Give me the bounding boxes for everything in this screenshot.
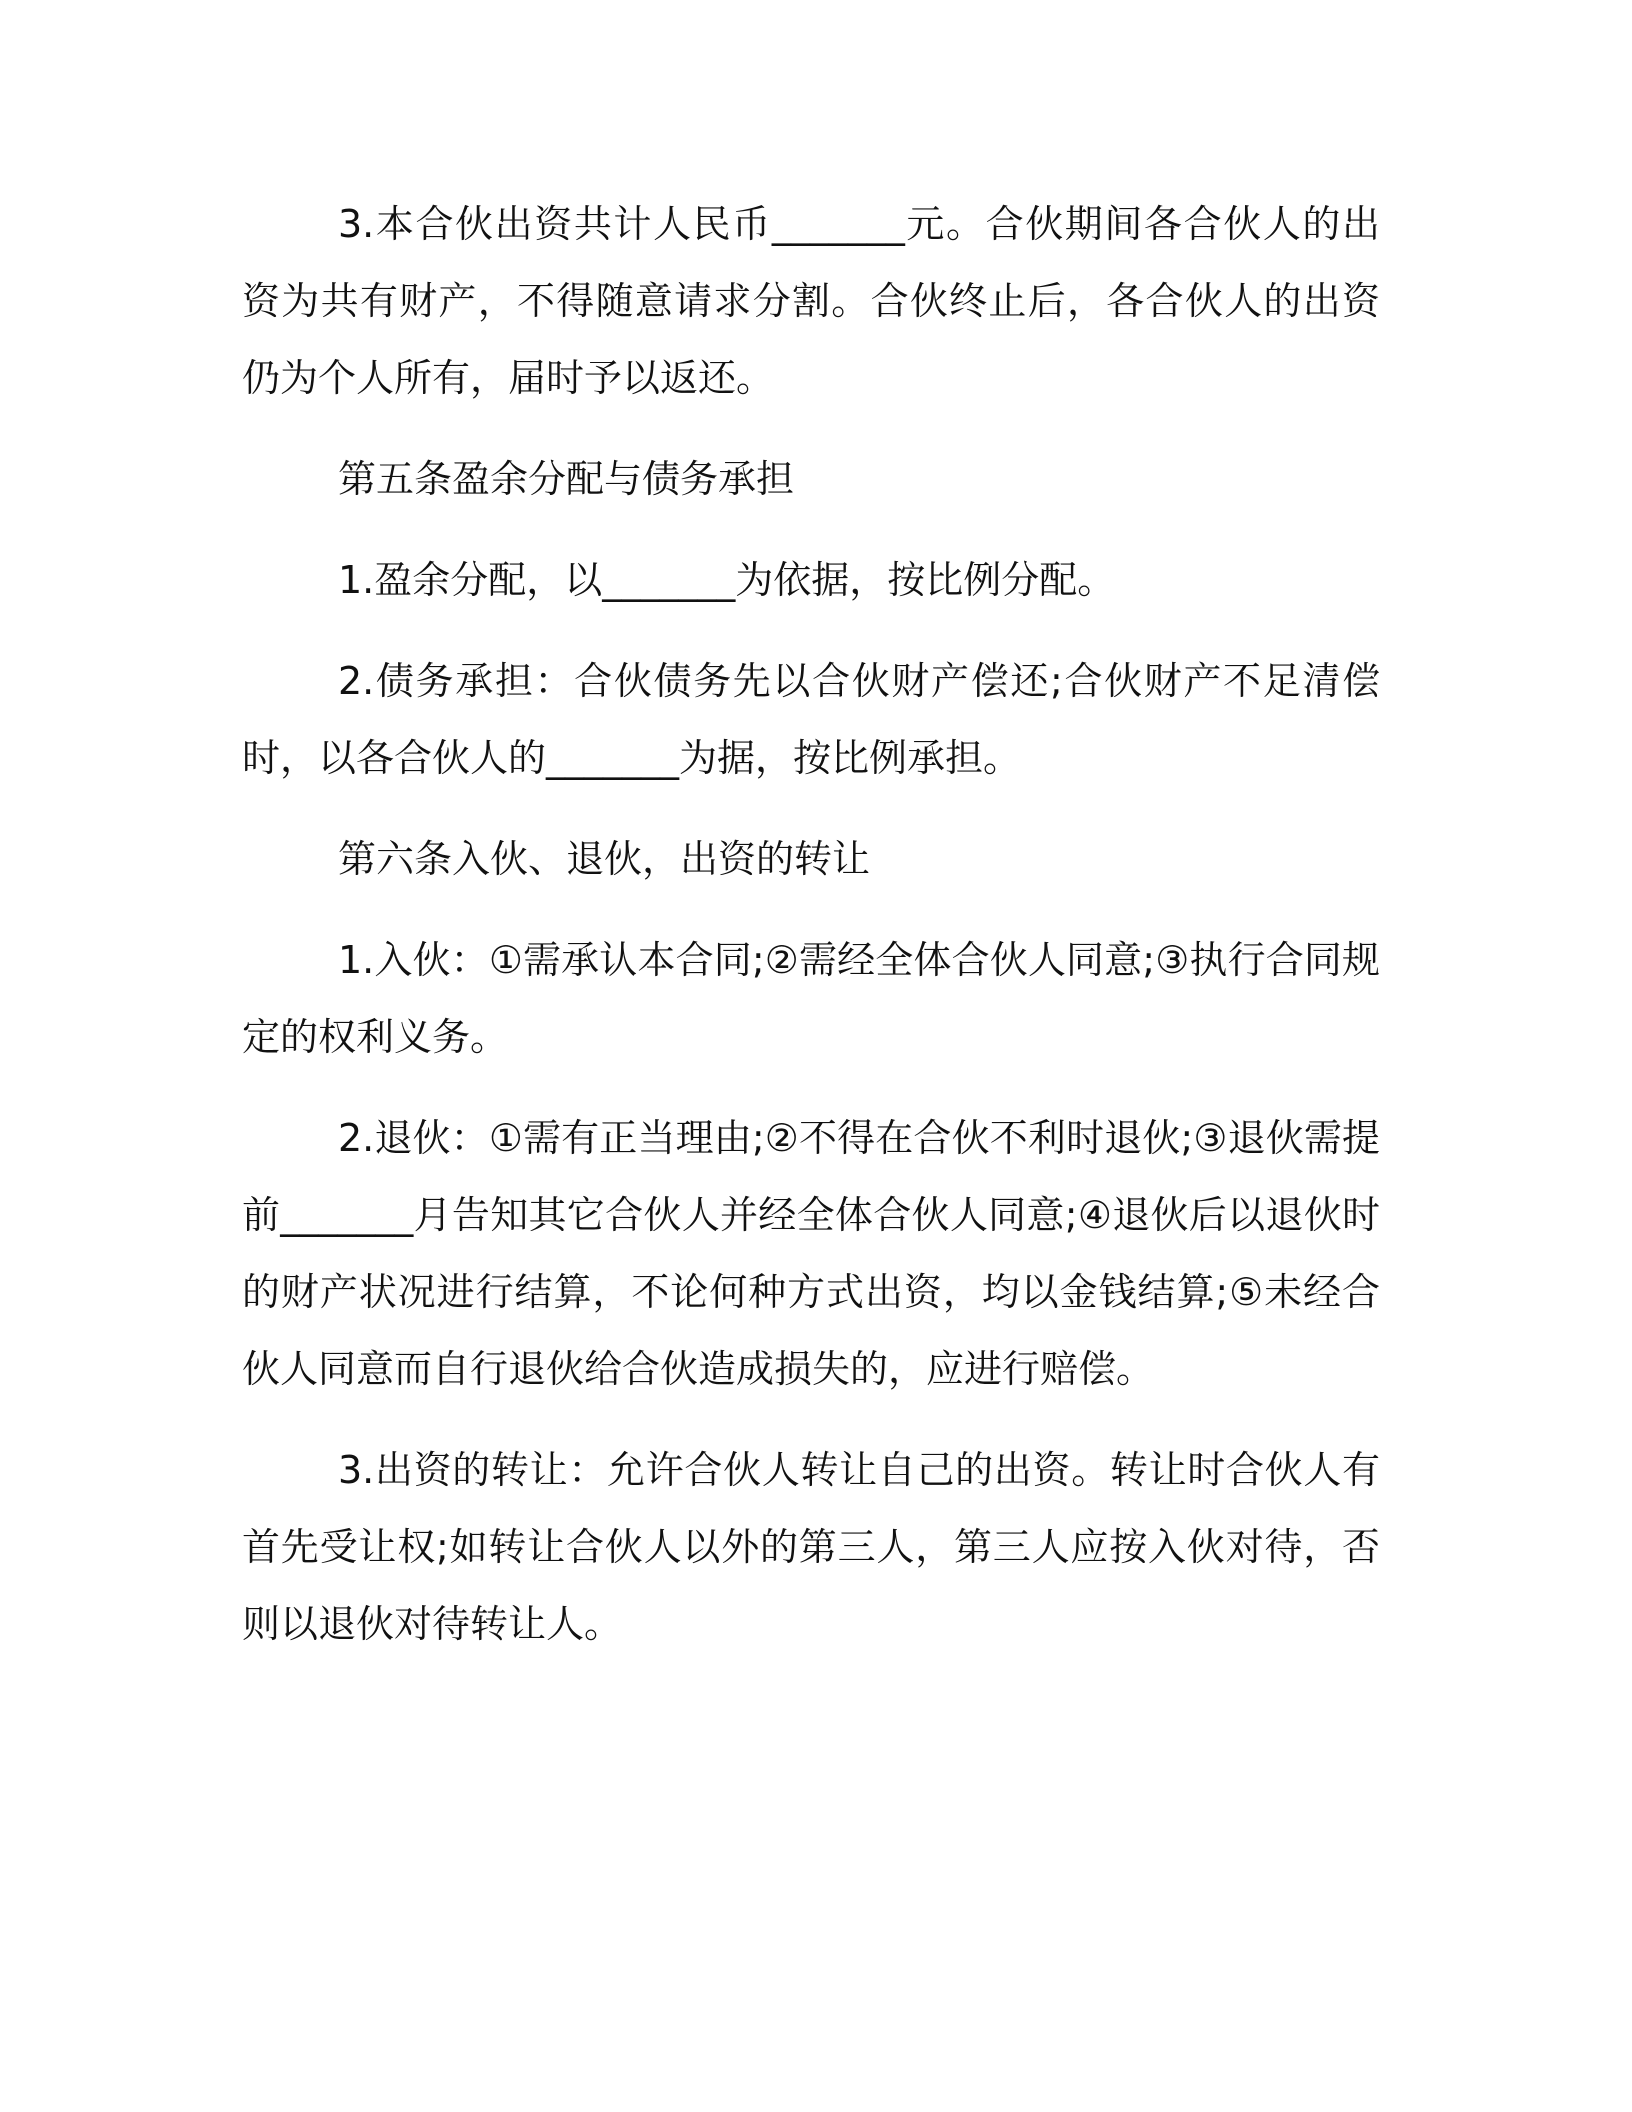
clause-6-item-1: 1.入伙：①需承认本合同;②需经全体合伙人同意;③执行合同规定的权利义务。 <box>242 938 1380 1059</box>
document-body <box>242 186 1380 1687</box>
clause-6-item-2: 2.退伙：①需有正当理由;②不得在合伙不利时退伙;③退伙需提前_______月告知其它合伙人并经全体合伙人同意;④退伙后以退伙时的财产状况进行结算，不论何种方式出资，均以金钱结算;⑤未经合伙人同意而自行退伙给合伙造成损失的，应进行赔偿。 <box>242 1116 1380 1391</box>
clause-6-item-3: 3.出资的转让：允许合伙人转让自己的出资。转让时合伙人有首先受让权;如转让合伙人以外的第三人，第三人应按入伙对待，否则以退伙对待转让人。 <box>242 1448 1380 1646</box>
clause-5-item-1: 1.盈余分配，以_______为依据，按比例分配。 <box>338 558 1116 602</box>
article-5-heading: 第五条盈余分配与债务承担 <box>338 457 795 501</box>
clause-4-item-3: 3.本合伙出资共计人民币_______元。合伙期间各合伙人的出资为共有财产，不得随意请求分割。合伙终止后，各合伙人的出资仍为个人所有，届时予以返还。 <box>242 202 1380 400</box>
article-6-heading: 第六条入伙、退伙，出资的转让 <box>338 837 871 881</box>
clause-5-item-2: 2.债务承担：合伙债务先以合伙财产偿还;合伙财产不足清偿时，以各合伙人的_______为据，按比例承担。 <box>242 659 1380 780</box>
